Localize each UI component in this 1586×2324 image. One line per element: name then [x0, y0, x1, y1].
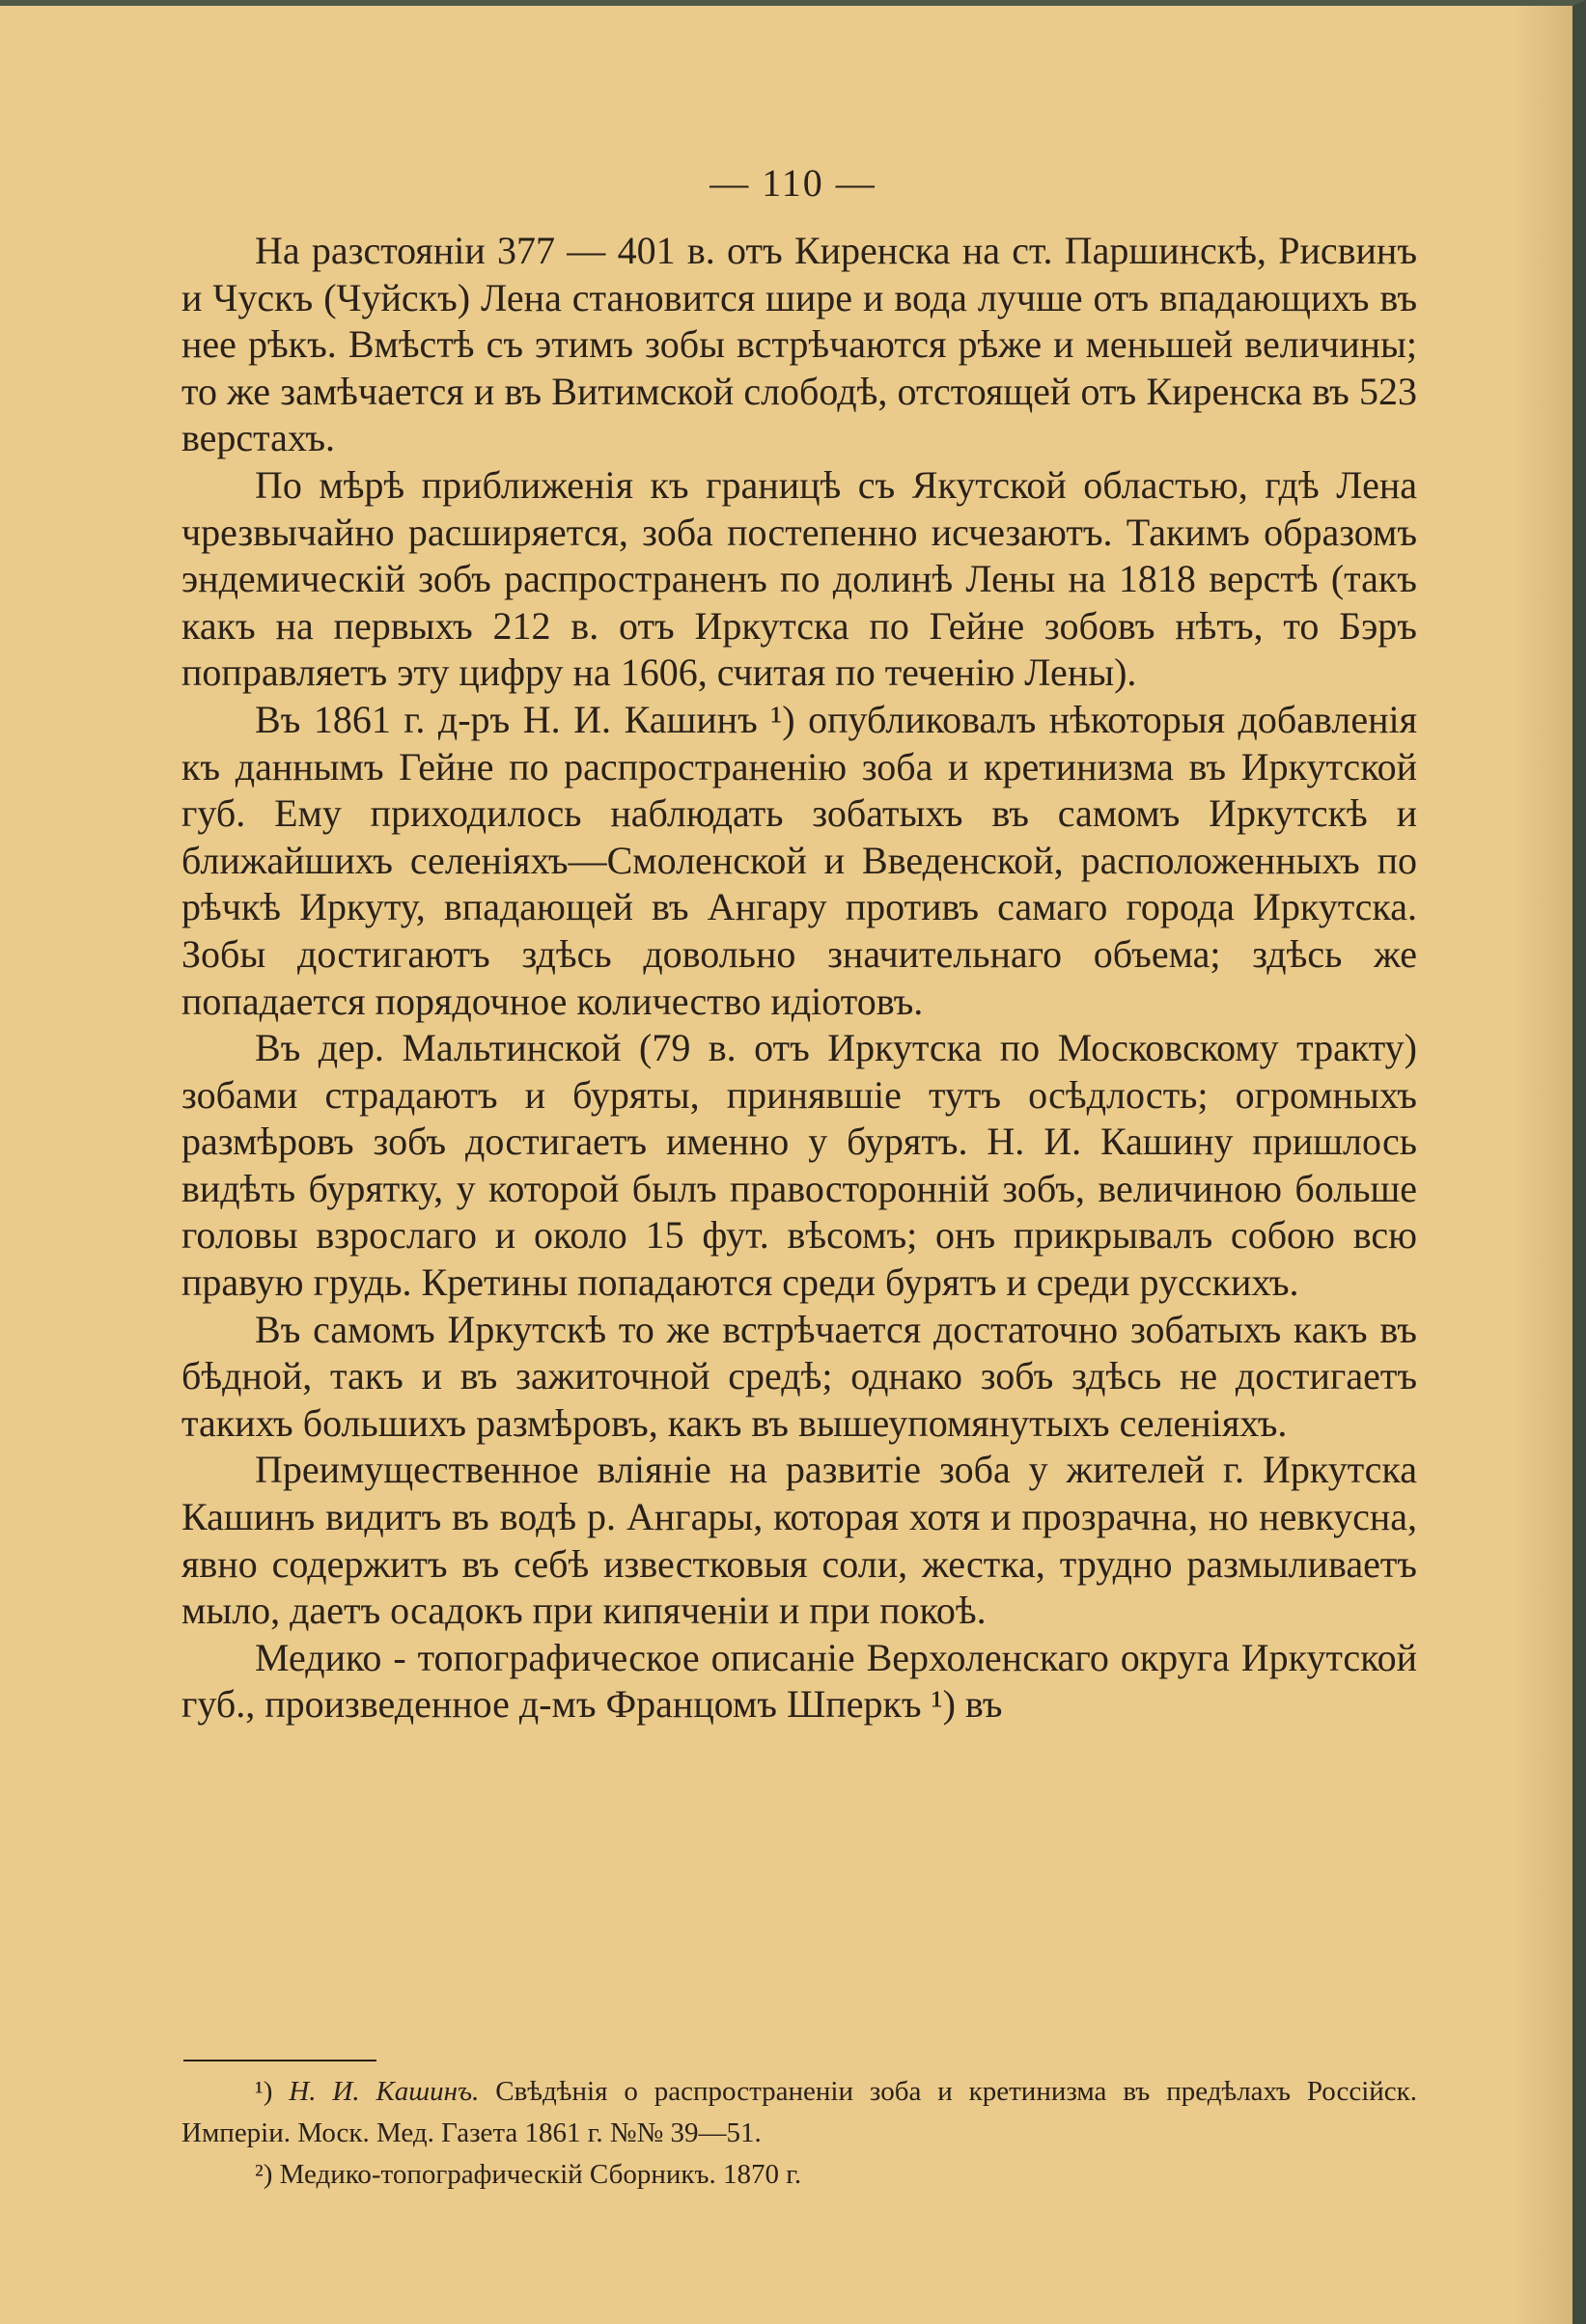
paragraph-7: Медико - топографическое описаніе Верхоленскаго округа Иркутской губ., произведенное д-мъ Францомъ Шперкъ ¹) въ — [181, 1635, 1417, 1727]
paragraph-1: На разстояніи 377 — 401 в. отъ Киренска на ст. Паршинскѣ, Рисвинъ и Чускъ (Чуйскъ) Лена становится шире и вода лучше отъ впадающихъ въ нее рѣкъ. Вмѣстѣ съ этимъ зобы встрѣчаются рѣже и меньшей величины; то же замѣчается и въ Витимской слободѣ, отстоящей отъ Киренска въ 523 верстахъ. — [181, 229, 1417, 460]
footnote-marker: ²) — [255, 2159, 273, 2190]
footnote-author: Н. И. Кашинъ. — [289, 2076, 480, 2107]
paragraph-5: Въ самомъ Иркутскѣ то же встрѣчается достаточно зобатыхъ какъ въ бѣдной, такъ и въ зажиточной средѣ; однако зобъ здѣсь не достигаетъ такихъ большихъ размѣровъ, какъ въ вышеупомянутыхъ селеніяхъ. — [181, 1307, 1417, 1445]
footnote-1 — [181, 2071, 1417, 2154]
paragraph-6: Преимущественное вліяніе на развитіе зоба у жителей г. Иркутска Кашинъ видитъ въ водѣ р. Ангары, которая хотя и прозрачна, но невкусна, явно содержитъ въ себѣ известковыя соли, жестка, трудно размыливаетъ мыло, даетъ осадокъ при кипяченіи и при покоѣ. — [181, 1448, 1417, 1633]
paragraph-2: По мѣрѣ приближенія къ границѣ съ Якутской областью, гдѣ Лена чрезвычайно расширяется, зоба постепенно исчезаютъ. Такимъ образомъ эндемическій зобъ распространенъ по долинѣ Лены на 1818 верстѣ (такъ какъ на первыхъ 212 в. отъ Иркутска по Гейне зобовъ нѣтъ, то Бэръ поправляетъ эту цифру на 1606, считая по теченію Лены). — [181, 462, 1417, 695]
footnote-marker: ¹) — [255, 2076, 273, 2107]
page-edge-shadow — [1515, 6, 1572, 2324]
footnote-text: Свѣдѣнія о распространеніи зоба и кретинизма въ предѣлахъ Россійск. Имперіи. Моск. Мед. Газета 1861 г. №№ 39—51. — [181, 2076, 1418, 2148]
main-text — [181, 228, 1417, 1729]
footnotes — [181, 2071, 1417, 2196]
footnote-2 — [181, 2154, 1417, 2196]
paragraph-3: Въ 1861 г. д-ръ Н. И. Кашинъ ¹) опубликовалъ нѣкоторыя добавленія къ даннымъ Гейне по распространенію зоба и кретинизма въ Иркутской губ. Ему приходилось наблюдать зобатыхъ въ самомъ Иркутскѣ и ближайшихъ селеніяхъ—Смоленской и Введенской, расположенныхъ по рѣчкѣ Иркуту, впадающей въ Ангару противъ самаго города Иркутска. Зобы достигаютъ здѣсь довольно значительнаго объема; здѣсь же попадается порядочное количество идіотовъ. — [181, 697, 1417, 1023]
paragraph-4: Въ дер. Мальтинской (79 в. отъ Иркутска по Московскому тракту) зобами страдаютъ и буряты, принявшіе тутъ осѣдлость; огромныхъ размѣровъ зобъ достигаетъ именно у бурятъ. Н. И. Кашину пришлось видѣть бурятку, у которой былъ правосторонній зобъ, величиною больше головы взрослаго и около 15 фут. вѣсомъ; онъ прикрывалъ собою всю правую грудь. Кретины попадаются среди бурятъ и среди русскихъ. — [181, 1026, 1417, 1305]
page-number: — 110 — — [710, 161, 876, 205]
footnote-separator — [183, 2060, 376, 2061]
footnote-text: Медико-топографическій Сборникъ. 1870 г. — [279, 2159, 802, 2190]
